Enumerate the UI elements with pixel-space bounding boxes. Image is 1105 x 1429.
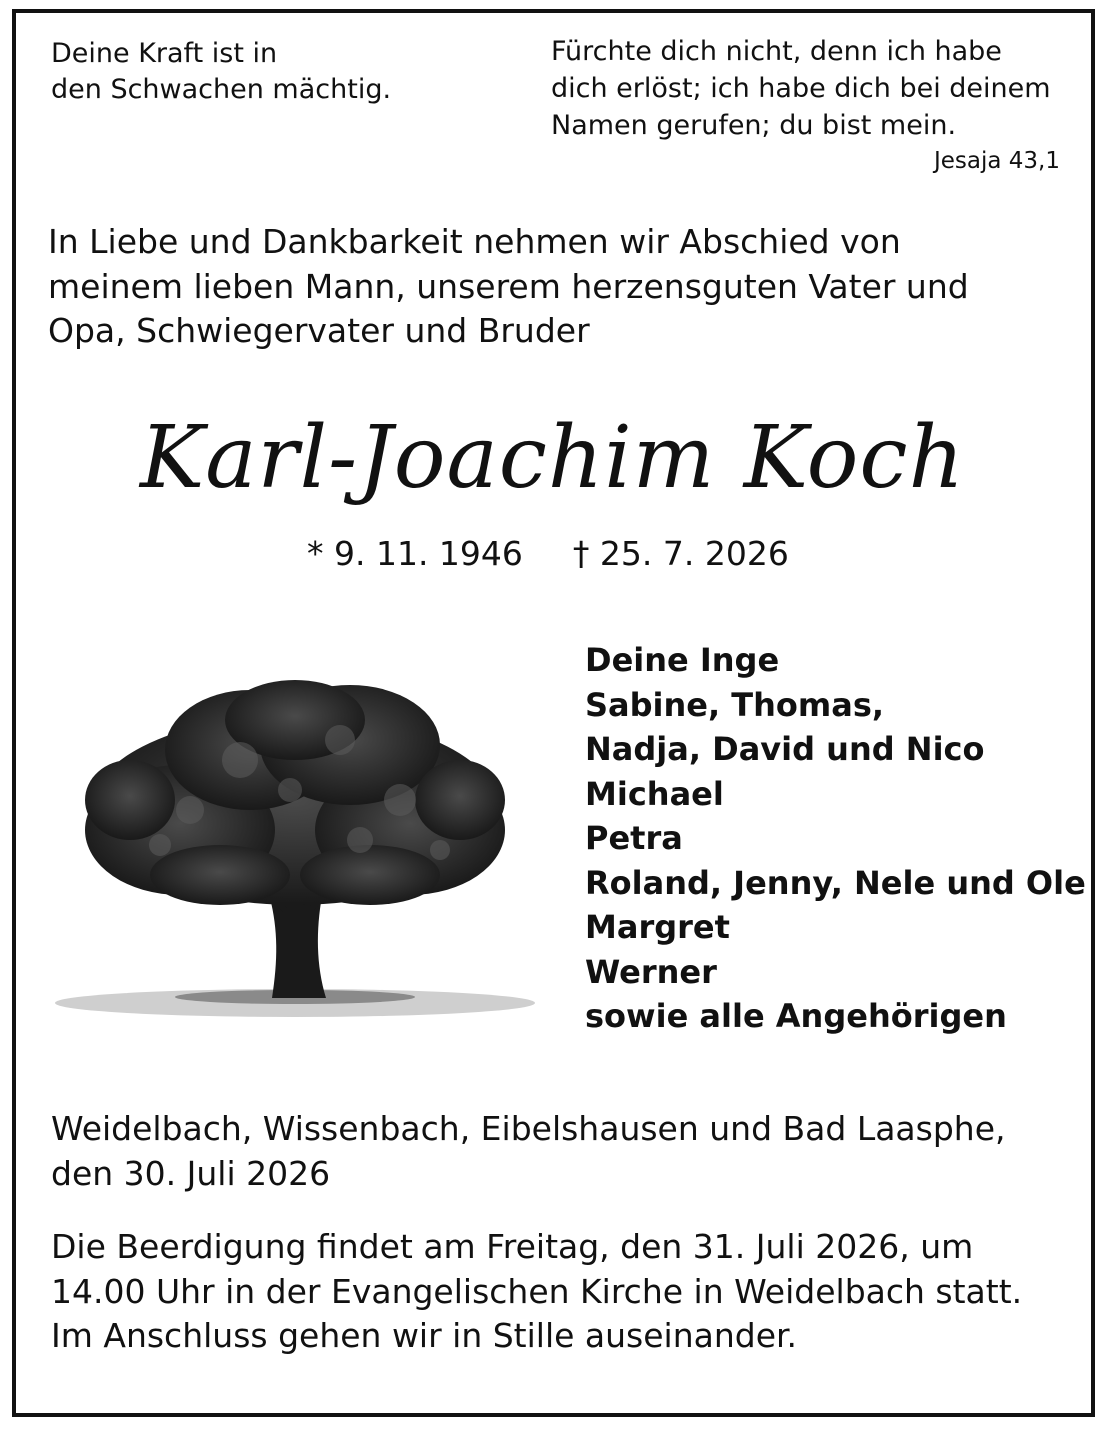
bible-quote-line: Fürchte dich nicht, denn ich habe <box>551 36 1002 67</box>
birth-date: * 9. 11. 1946 <box>307 534 523 573</box>
mourner-entry: Margret <box>585 908 730 946</box>
intro-line: In Liebe und Dankbarkeit nehmen wir Abschied von <box>48 222 901 261</box>
funeral-info-line: 14.00 Uhr in der Evangelischen Kirche in Weidelbach statt. <box>51 1271 1023 1311</box>
intro-text <box>48 220 969 354</box>
quote-left <box>51 36 391 108</box>
mourner-entry: Deine Inge <box>585 641 780 679</box>
quote-left-line: Deine Kraft ist in <box>51 38 278 69</box>
death-date: † 25. 7. 2026 <box>572 534 789 573</box>
bible-quote <box>551 33 1051 144</box>
mourner-entry: Werner <box>585 952 717 991</box>
life-dates <box>307 532 789 576</box>
place-line: Weidelbach, Wissenbach, Eibelshausen und Bad Laasphe, <box>51 1109 1006 1148</box>
mourner-entry: Nadja, David und Nico <box>585 730 985 768</box>
tree-illustration <box>40 660 550 1030</box>
date-line: den 30. Juli 2026 <box>51 1153 331 1193</box>
quote-left-line: den Schwachen mächtig. <box>51 74 392 105</box>
bible-quote-source: Jesaja 43,1 <box>933 148 1060 174</box>
funeral-info <box>51 1225 1022 1359</box>
place-and-date <box>51 1107 1006 1196</box>
funeral-info-line: Die Beerdigung findet am Freitag, den 31. Juli 2026, um <box>51 1227 974 1266</box>
mourner-entry: Sabine, Thomas, <box>585 685 885 724</box>
bible-quote-line: Namen gerufen; du bist mein. <box>551 110 957 141</box>
mourner-entry: sowie alle Angehörigen <box>585 997 1007 1035</box>
mourner-entry: Petra <box>585 819 683 857</box>
mourners-list <box>585 638 1086 1039</box>
deceased-name: Karl-Joachim Koch <box>140 408 965 508</box>
intro-line: meinem lieben Mann, unserem herzensguten Vater und <box>48 266 969 306</box>
mourner-entry: Roland, Jenny, Nele und Ole <box>585 863 1086 902</box>
funeral-info-line: Im Anschluss gehen wir in Stille auseinander. <box>51 1316 798 1355</box>
tree-trunk <box>270 892 326 998</box>
bible-quote-line: dich erlöst; ich habe dich bei deinem <box>551 73 1051 104</box>
intro-line: Opa, Schwiegervater und Bruder <box>48 311 590 350</box>
mourner-entry: Michael <box>585 774 724 813</box>
